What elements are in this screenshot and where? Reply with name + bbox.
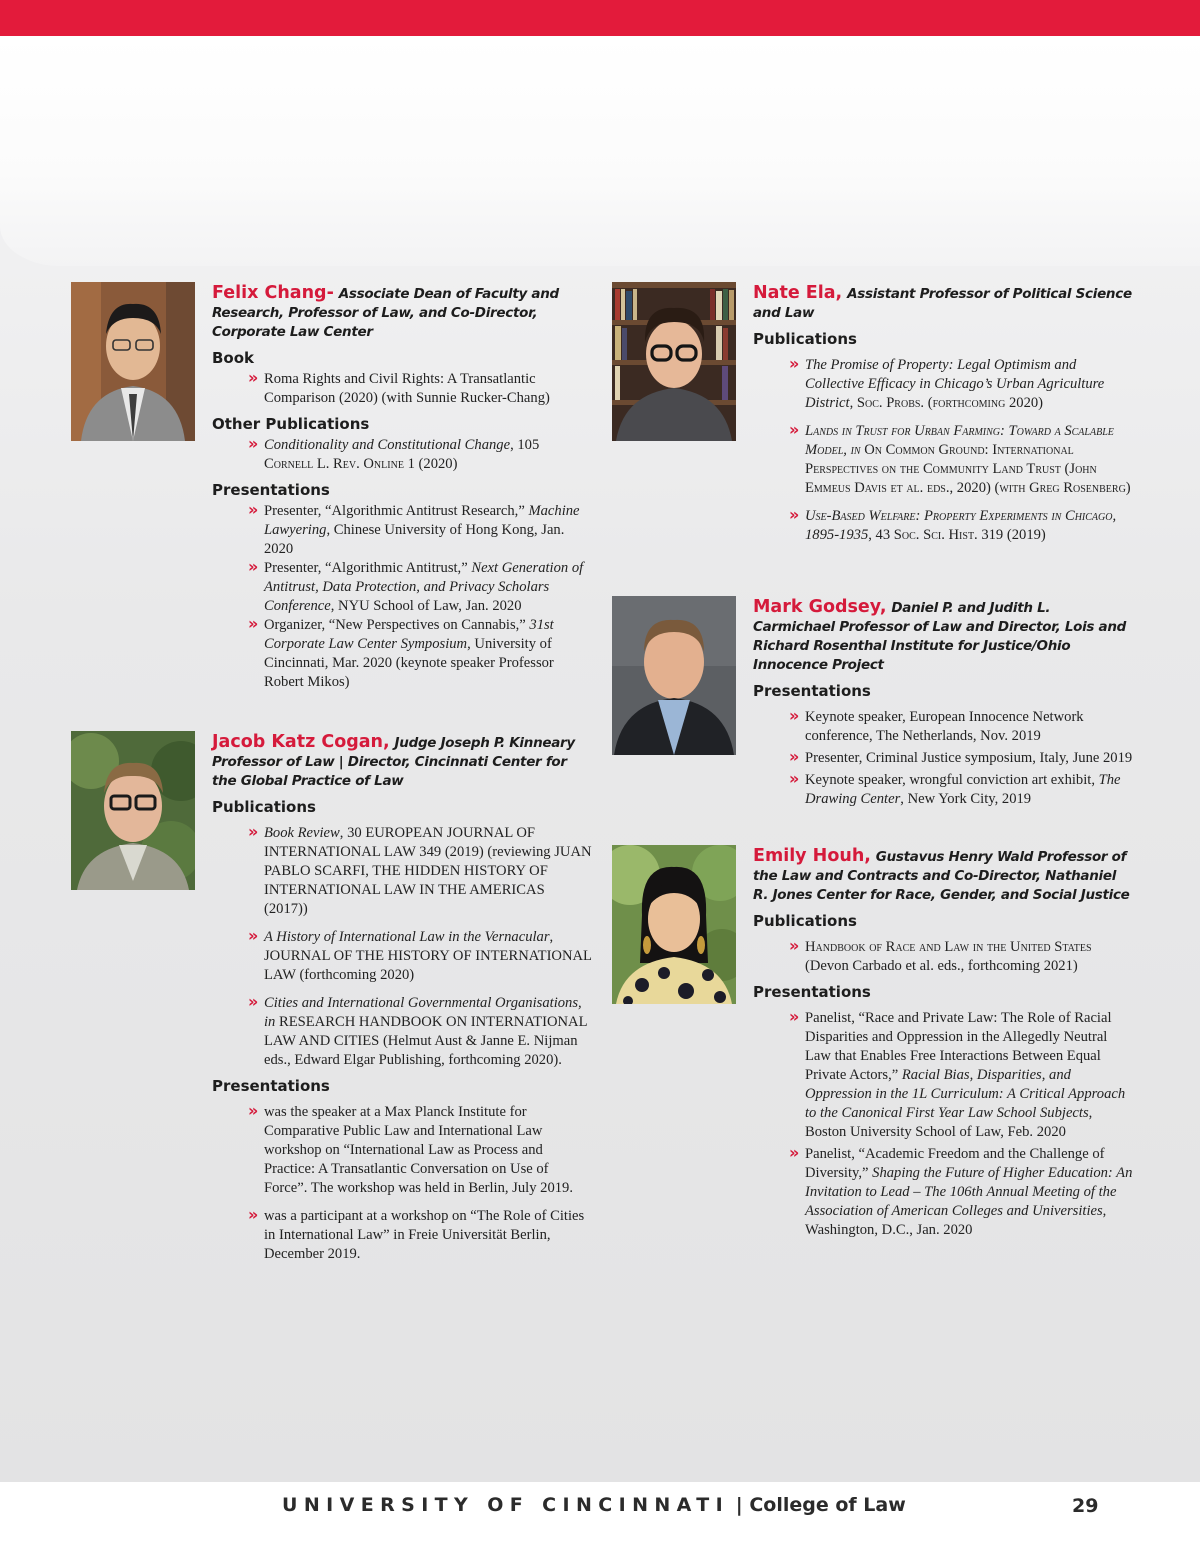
pub-text: 1 (2020) <box>403 456 458 472</box>
felix-chang-heading <box>212 284 590 342</box>
emily-houh-entry <box>753 847 1135 1243</box>
list-item <box>248 928 592 985</box>
pres-text: Organizer, “New Perspectives on Cannabis,” <box>264 617 530 633</box>
emily-publications-heading: Publications <box>753 912 857 930</box>
pub-text: , 43 Soc. Sci. Hist. 319 (2019) <box>868 527 1046 543</box>
nate-ela-heading <box>753 284 1133 323</box>
emily-publications-list <box>753 938 1135 976</box>
mark-godsey-entry <box>753 598 1135 812</box>
pub-title: Lands in Trust for Urban Farming: Toward a Scalable Model, in <box>805 423 1114 458</box>
pub-text: On Common Ground: International Perspectives on the Community Land Trust (John Emmeus Davis et al. eds., 2020) (with Greg Rosenberg) <box>805 442 1131 496</box>
pres-text: was a participant at a workshop on “The Role of Cities in International Law” in Freie Universität Berlin, December 2019. <box>264 1208 585 1262</box>
felix-presentations-list <box>212 502 590 692</box>
pres-text: Presenter, “Algorithmic Antitrust,” <box>264 560 472 576</box>
pres-text: , Boston University School of Law, Feb. 2020 <box>805 1105 1093 1140</box>
pub-text: (Devon Carbado et al. eds., forthcoming 2021) <box>805 958 1078 974</box>
pres-text: , Washington, D.C., Jan. 2020 <box>805 1203 1107 1238</box>
pub-title: Use-Based Welfare: Property Experiments in Chicago, 1895-1935 <box>805 508 1117 543</box>
pub-title: Handbook of Race and Law in the United States <box>805 939 1092 955</box>
top-red-band <box>0 0 1200 36</box>
pres-text: Panelist, “Race and Private Law: The Role of Racial Disparities and Oppression in the Allegedly Neutral Law that Enables Free Interactions Between Equal Private Actors,” <box>805 1010 1112 1083</box>
pres-text: , NYU School of Law, Jan. 2020 <box>330 598 522 614</box>
jacob-katz-cogan-name: Jacob Katz Cogan, <box>212 732 390 752</box>
list-item <box>248 559 590 616</box>
jacob-katz-cogan-title: Judge Joseph P. Kinneary Professor of Law | Director, Cincinnati Center for the Global Practice of Law <box>212 735 575 789</box>
pub-text: , 30 EUROPEAN JOURNAL OF INTERNATIONAL LAW 349 (2019) (reviewing JUAN PABLO SCARFI, THE HIDDEN HISTORY OF INTERNATIONAL LAW IN THE AMERICAS (2017)) <box>264 825 592 917</box>
pres-text: , University of Cincinnati, Mar. 2020 (keynote speaker Professor Robert Mikos) <box>264 636 554 690</box>
list-item <box>248 1207 592 1264</box>
pub-text: , JOURNAL OF THE HISTORY OF INTERNATIONAL LAW (forthcoming 2020) <box>264 929 592 983</box>
pub-title: Book Review <box>264 825 340 841</box>
list-item <box>248 994 592 1070</box>
pres-text: was the speaker at a Max Planck Institute for Comparative Public Law and International Law workshop on “International Law as Process and Practice: A Transatlantic Conversation on Use of Force”. The workshop was held in Berlin, July 2019. <box>264 1104 573 1196</box>
list-item <box>789 507 1133 545</box>
list-item <box>248 824 592 919</box>
list-item <box>248 370 590 408</box>
emily-presentations-heading: Presentations <box>753 983 871 1001</box>
list-item <box>789 1009 1135 1142</box>
pres-text: Keynote speaker, wrongful conviction art exhibit, <box>805 772 1099 788</box>
emily-houh-photo <box>612 845 736 1004</box>
footer-brand <box>282 1494 906 1516</box>
pres-text: , New York City, 2019 <box>900 791 1032 807</box>
list-item <box>248 1103 592 1198</box>
list-item <box>789 749 1135 768</box>
pres-text: Presenter, “Algorithmic Antitrust Research,” <box>264 503 529 519</box>
nate-ela-title: Assistant Professor of Political Science and Law <box>753 286 1132 321</box>
felix-book-list <box>212 370 590 408</box>
list-item <box>789 771 1135 809</box>
emily-houh-heading <box>753 847 1135 905</box>
emily-houh-name: Emily Houh, <box>753 846 871 866</box>
page-number: 29 <box>1072 1495 1099 1517</box>
book-text: Roma Rights and Civil Rights: A Transatlantic Comparison (2020) (with Sunnie Rucker-Chang) <box>264 371 550 406</box>
list-item <box>789 1145 1135 1240</box>
nate-ela-photo <box>612 282 736 441</box>
pres-event: Racial Bias, Disparities, and Oppression in the 1L Curriculum: A Critical Approach to the Canonical First Year Law School Subjects <box>805 1067 1126 1121</box>
jacob-presentations-heading: Presentations <box>212 1077 330 1095</box>
list-item <box>789 708 1135 746</box>
footer-separator: | <box>735 1494 743 1516</box>
list-item <box>248 436 590 474</box>
felix-presentations-heading: Presentations <box>212 481 330 499</box>
list-item <box>248 502 590 559</box>
emily-houh-title: Gustavus Henry Wald Professor of the Law and Contracts and Co-Director, Nathaniel R. Jones Center for Race, Gender, and Social Justice <box>753 849 1130 903</box>
nate-publications-list <box>753 356 1133 545</box>
mark-godsey-heading <box>753 598 1135 675</box>
pub-text: , Soc. Probs. (forthcoming 2020) <box>849 395 1044 411</box>
list-item <box>789 422 1133 498</box>
pres-text: Presenter, Criminal Justice symposium, Italy, June 2019 <box>805 750 1133 766</box>
mark-godsey-photo <box>612 596 736 755</box>
jacob-publications-heading: Publications <box>212 798 316 816</box>
list-item <box>789 356 1133 413</box>
mark-presentations-heading: Presentations <box>753 682 871 700</box>
felix-chang-entry <box>212 284 590 692</box>
pub-title: The Promise of Property: Legal Optimism and Collective Efficacy in Chicago’s Urban Agriculture District <box>805 357 1105 411</box>
felix-chang-photo <box>71 282 195 441</box>
felix-other-list <box>212 436 590 474</box>
jacob-publications-list <box>212 824 592 1070</box>
pub-title: Cities and International Governmental Organisations <box>264 995 579 1011</box>
pub-title: Conditionality and Constitutional Change <box>264 437 511 453</box>
felix-chang-title: Associate Dean of Faculty and Research, Professor of Law, and Co-Director, Corporate Law Center <box>212 286 559 340</box>
pres-event: Next Generation of Antitrust, Data Protection, and Privacy Scholars Conference <box>264 560 584 614</box>
pub-text: , 105 <box>510 437 540 453</box>
pres-text: , Chinese University of Hong Kong, Jan. 2020 <box>264 522 565 557</box>
footer-college: College of Law <box>749 1494 906 1516</box>
felix-book-heading: Book <box>212 349 255 367</box>
emily-presentations-list <box>753 1009 1135 1240</box>
pres-event: 31st Corporate Law Center Symposium <box>264 617 554 652</box>
pub-text: , in <box>264 995 582 1030</box>
nate-ela-entry <box>753 284 1133 548</box>
mark-presentations-list <box>753 708 1135 809</box>
pres-text: Panelist, “Academic Freedom and the Challenge of Diversity,” <box>805 1146 1105 1181</box>
felix-chang-name: Felix Chang- <box>212 283 334 303</box>
pres-text: Keynote speaker, European Innocence Network conference, The Netherlands, Nov. 2019 <box>805 709 1084 744</box>
footer-university: UNIVERSITY OF CINCINNATI <box>282 1494 730 1516</box>
list-item <box>789 938 1135 976</box>
nate-ela-name: Nate Ela, <box>753 283 843 303</box>
pres-event: Shaping the Future of Higher Education: An Invitation to Lead – The 106th Annual Meeting of the Association of American Colleges and Universities <box>805 1165 1133 1219</box>
jacob-katz-cogan-photo <box>71 731 195 890</box>
pub-title: A History of International Law in the Vernacular <box>264 929 550 945</box>
felix-other-heading: Other Publications <box>212 415 370 433</box>
jacob-katz-cogan-entry <box>212 733 592 1267</box>
mark-godsey-title: Daniel P. and Judith L. Carmichael Professor of Law and Director, Lois and Richard Rosenthal Institute for Justice/Ohio Innocence Project <box>753 600 1127 673</box>
pub-journal: Cornell L. Rev. Online <box>264 456 404 472</box>
jacob-presentations-list <box>212 1103 592 1264</box>
pres-event: The Drawing Center <box>805 772 1121 807</box>
list-item <box>248 616 590 692</box>
pub-text: RESEARCH HANDBOOK ON INTERNATIONAL LAW AND CITIES (Helmut Aust & Janne E. Nijman eds., Edward Elgar Publishing, forthcoming 2020). <box>264 1014 587 1068</box>
pres-event: Machine Lawyering <box>264 503 580 538</box>
mark-godsey-name: Mark Godsey, <box>753 597 887 617</box>
header-swoosh <box>0 36 1200 266</box>
footer <box>0 1482 1200 1553</box>
jacob-katz-cogan-heading <box>212 733 592 791</box>
nate-publications-heading: Publications <box>753 330 857 348</box>
